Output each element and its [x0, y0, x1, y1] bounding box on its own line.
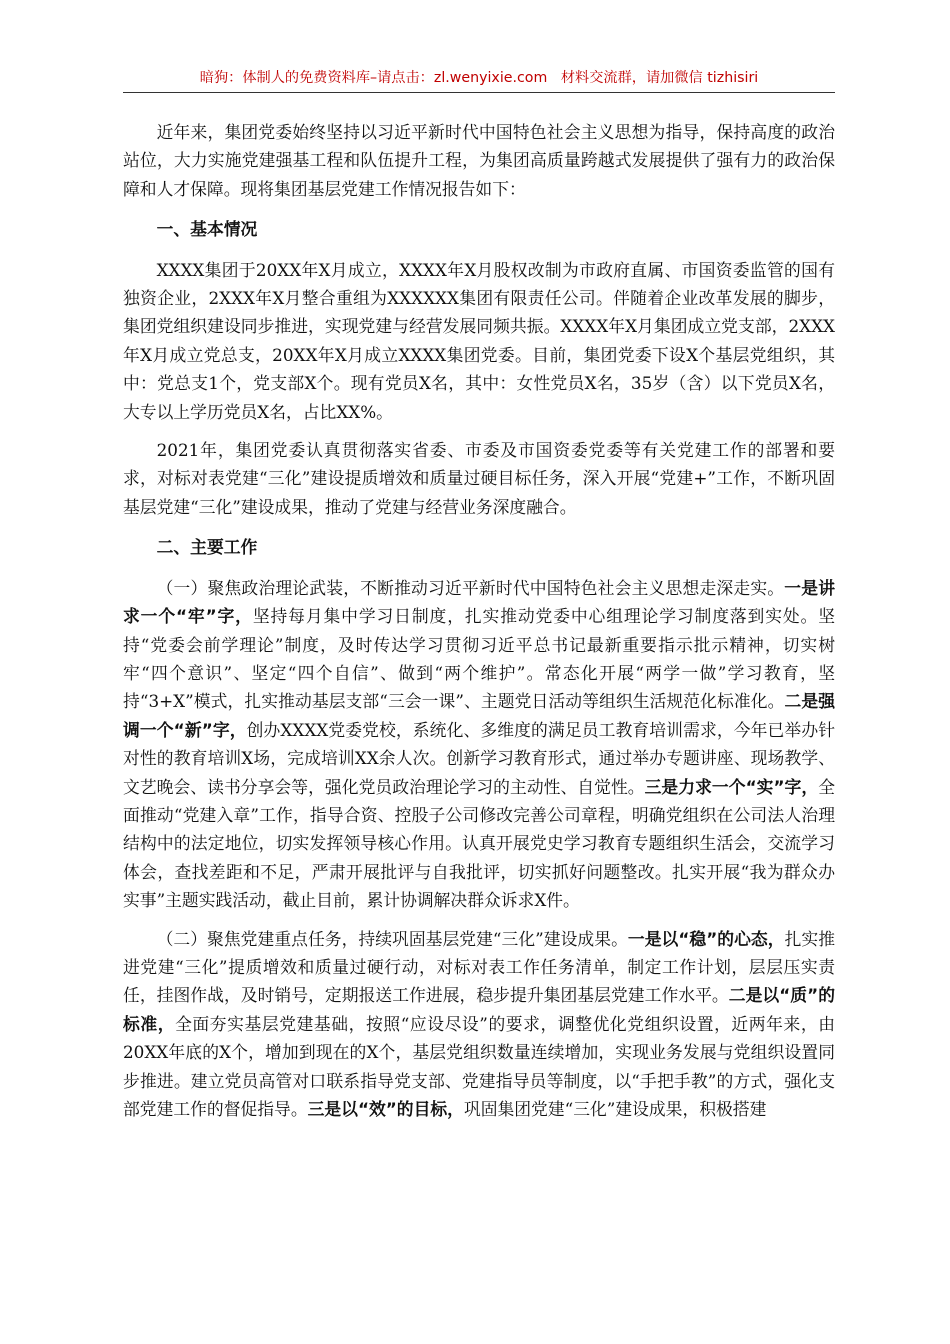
work-item-1-text-2: 创办XXXX党委党校，系统化、多维度的满足员工教育培训需求，今年已举办针对性的教育培训X场，完成培训XX余人次。创新学习教育形式，通过举办专题讲座、现场教学、文艺晚会、读书分享会等，强化党员政治理论学习的主动性、自觉性。	[123, 719, 835, 797]
basic-paragraph-2: 2021年，集团党委认真贯彻落实省委、市委及市国资委党委等有关党建工作的部署和要求，对标对表党建“三化”建设提质增效和质量过硬目标任务，深入开展“党建+”工作，不断巩固基层党建“三化”建设成果，推动了党建与经营业务深度融合。	[123, 440, 835, 517]
work-item-2-point-1: 一是以“稳”的心态，	[627, 928, 785, 949]
work-item-2-point-3: 三是以“效”的目标，	[307, 1099, 464, 1119]
work-item-1-lead: （一）聚焦政治理论武装，不断推动习近平新时代中国特色社会主义思想走深走实。	[156, 577, 785, 598]
work-item-2-text-3: 巩固集团党建“三化”建设成果，积极搭建	[463, 1099, 767, 1119]
page-header	[123, 68, 835, 93]
work-item-1-point-1: 一是讲求一个“牢”字，	[123, 577, 835, 627]
work-item-2	[123, 925, 835, 1124]
header-contact: 材料交流群，请加微信 tizhisiri	[560, 70, 759, 86]
work-item-1-point-2: 二是强调一个“新”字，	[123, 691, 835, 740]
work-item-1-point-3: 三是力求一个“实”字，	[644, 776, 819, 797]
work-item-1-text-1: 坚持每月集中学习日制度，扎实推动党委中心组理论学习制度落到实处。坚持“党委会前学理论”制度，及时传达学习贯彻习近平总书记最新重要指示批示精神，切实树牢“四个意识”、坚定“四个自信”、做到“两个维护”。常态化开展“两学一做”学习教育，坚持“3+X”模式，扎实推动基层支部“三会一课”、主题党日活动等组织生活规范化标准化。	[123, 606, 835, 712]
work-item-1	[123, 574, 835, 915]
work-item-2-text-1: 扎实推进党建“三化”提质增效和质量过硬行动，对标对表工作任务清单，制定工作计划，层层压实责任，挂图作战，及时销号，定期报送工作进展，稳步提升集团基层党建工作水平。	[123, 928, 835, 1006]
document-body	[123, 118, 835, 1123]
intro-paragraph: 近年来，集团党委始终坚持以习近平新时代中国特色社会主义思想为指导，保持高度的政治站位，大力实施党建强基工程和队伍提升工程，为集团高质量跨越式发展提供了强有力的政治保障和人才保障。现将集团基层党建工作情况报告如下：	[123, 122, 835, 199]
work-item-2-point-2: 二是以“质”的标准，	[123, 985, 835, 1034]
work-item-2-text-2: 全面夯实基层党建基础，按照“应设尽设”的要求，调整优化党组织设置，近两年来，由20XX年底的X个，增加到现在的X个，基层党组织数量连续增加，实现业务发展与党组织设置同步推进。建立党员高管对口联系指导党支部、党建指导员等制度，以“手把手教”的方式，强化支部党建工作的督促指导。	[123, 1013, 835, 1119]
header-link[interactable]: zl.wenyixie.com	[433, 70, 548, 86]
section-heading-work: 二、主要工作	[156, 537, 258, 558]
work-item-2-lead: （二）聚焦党建重点任务，持续巩固基层党建“三化”建设成果。	[156, 928, 628, 949]
basic-paragraph-1: XXXX集团于20XX年X月成立，XXXX年X月股权改制为市政府直属、市国资委监管的国有独资企业，2XXX年X月整合重组为XXXXXX集团有限责任公司。伴随着企业改革发展的脚步，集团党组织建设同步推进，实现党建与经营发展同频共振。XXXX年X月集团成立党支部，2XXX年X月成立党总支，20XX年X月成立XXXX集团党委。目前，集团党委下设X个基层党组织，其中：党总支1个，党支部X个。现有党员X名，其中：女性党员X名，35岁（含）以下党员X名，大专以上学历党员X名，占比XX%。	[123, 259, 835, 422]
header-prompt: –请点击：	[370, 70, 434, 86]
header-brand: 暗狗：体制人的免费资料库	[199, 70, 371, 86]
work-item-1-text-3: 全面推动“党建入章”工作，指导合资、控股子公司修改完善公司章程，明确党组织在公司法人治理结构中的法定地位，切实发挥领导核心作用。认真开展党史学习教育专题组织生活会，交流学习体会，查找差距和不足，严肃开展批评与自我批评，切实抓好问题整改。扎实开展“我为群众办实事”主题实践活动，截止目前，累计协调解决群众诉求X件。	[123, 776, 835, 911]
section-heading-basic: 一、基本情况	[156, 219, 258, 240]
